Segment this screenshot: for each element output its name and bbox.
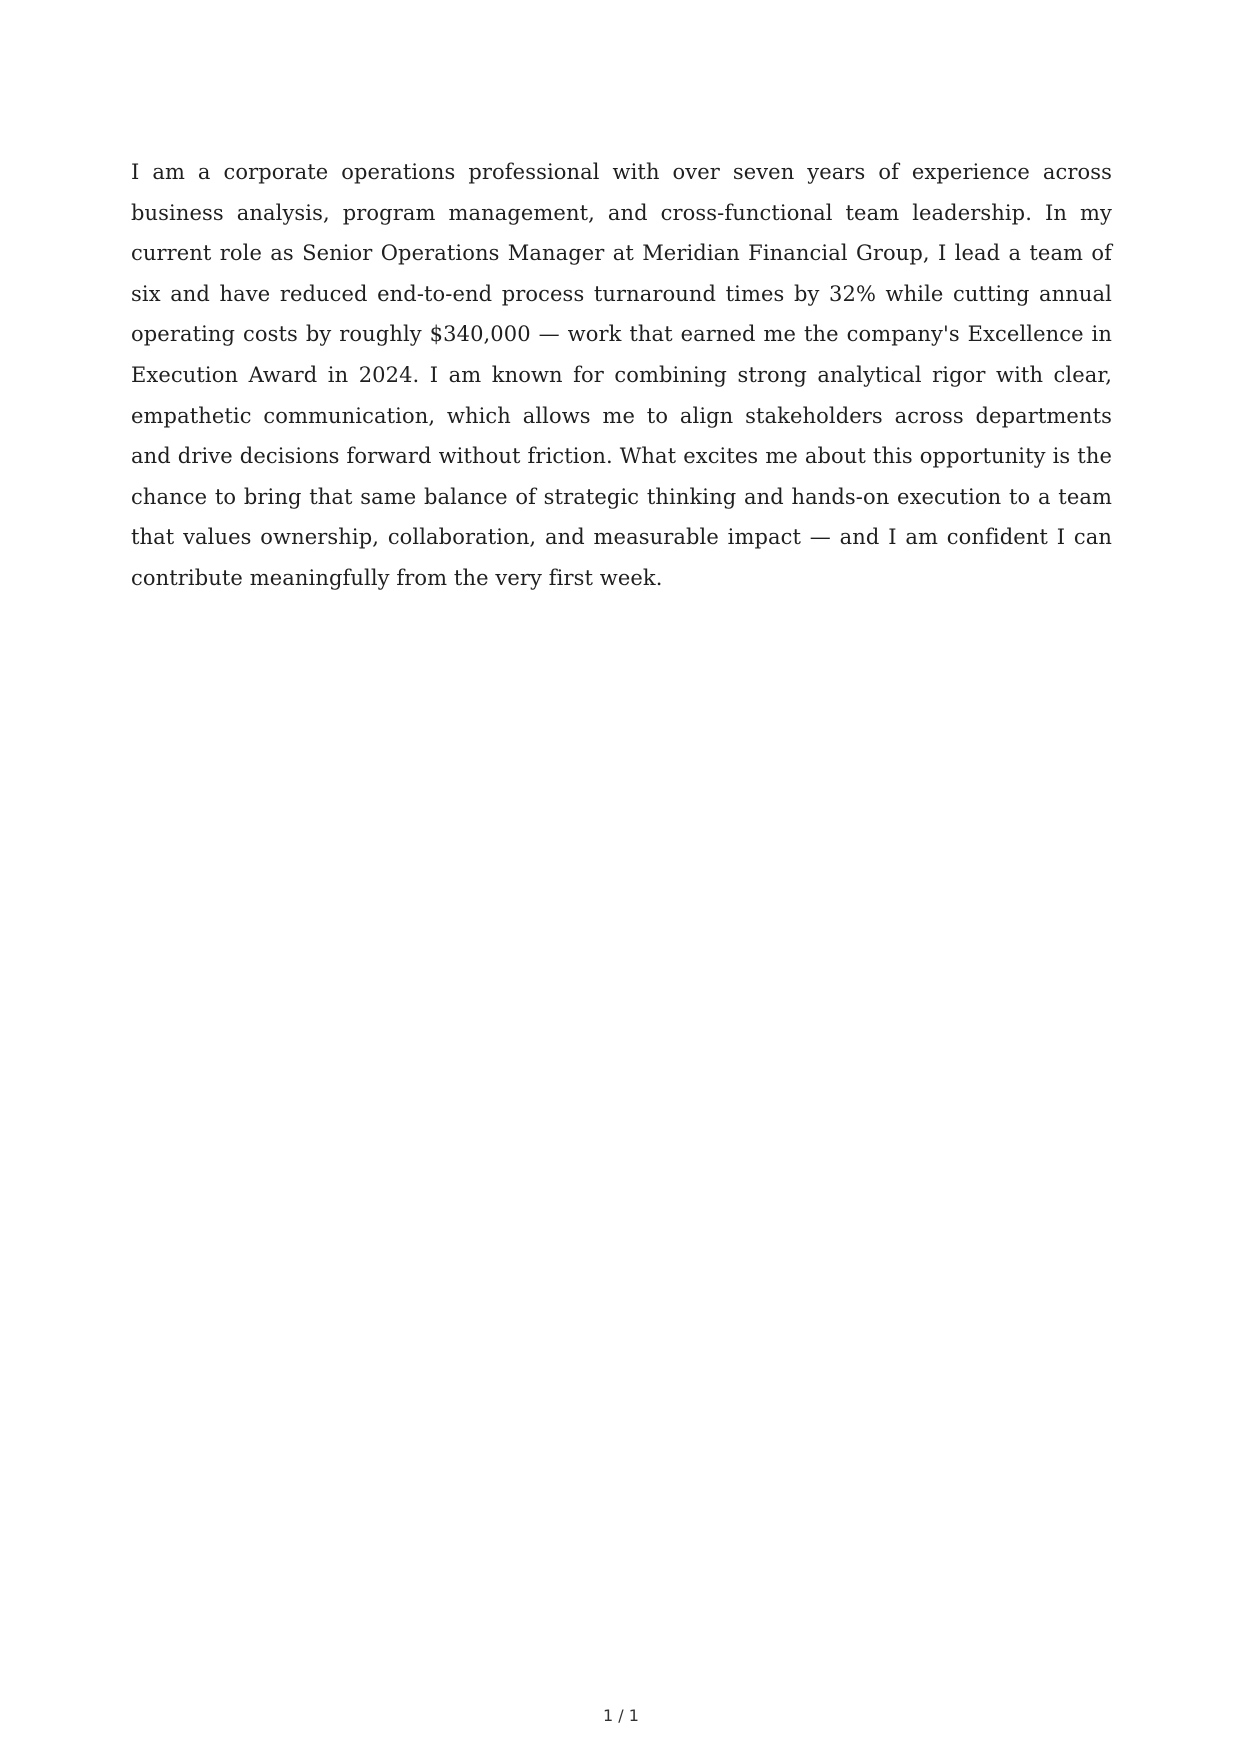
page-number: 1 / 1	[603, 1706, 639, 1725]
body-paragraph: I am a corporate operations professional with over seven years of experience across business analysis, program management, and cross-functional team leadership. In my current role as Senior Operations Manager at Meridian Financial Group, I lead a team of six and have reduced end-to-end process turnaround times by 32% while cutting annual operating costs by roughly $340,000 — work that earned me the company's Excellence in Execution Award in 2024. I am known for combining strong analytical rigor with clear, empathetic communication, which allows me to align stakeholders across departments and drive decisions forward without friction. What excites me about this opportunity is the chance to bring that same balance of strategic thinking and hands-on execution to a team that values ownership, collaboration, and measurable impact — and I am confident I can contribute meaningfully from the very first week.	[131, 160, 1112, 590]
